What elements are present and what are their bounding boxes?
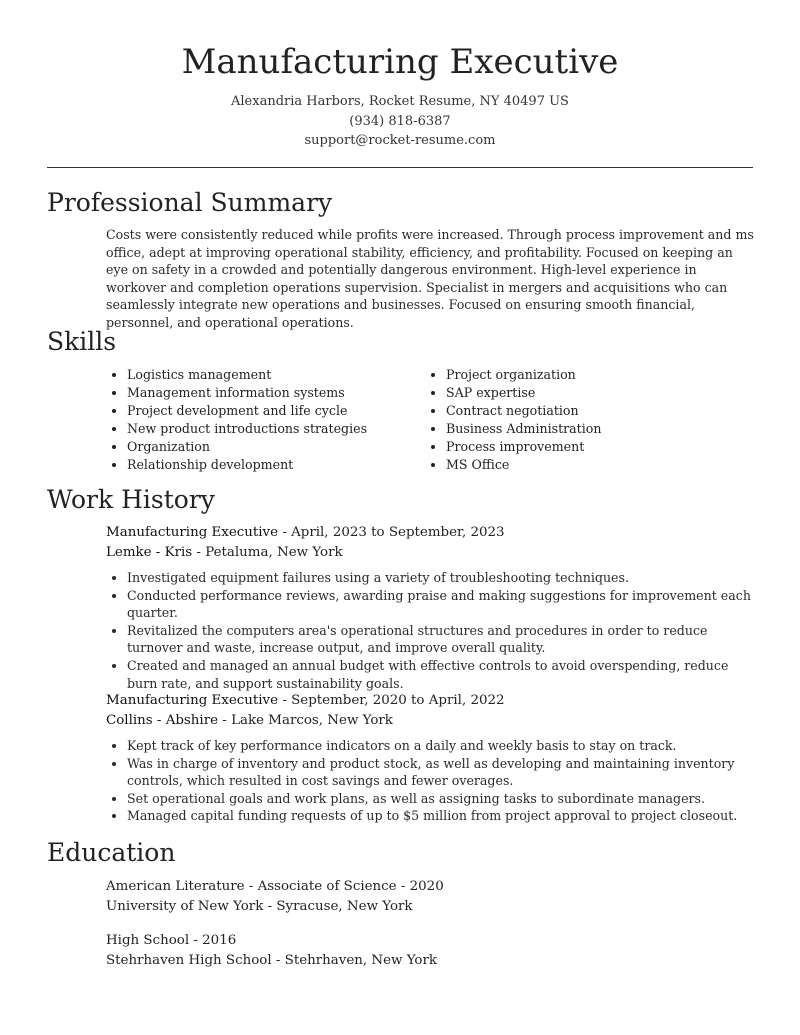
skill-item: • Relationship development (127, 456, 425, 474)
skill-item: • Process improvement (446, 438, 746, 456)
job-dates: - September, 2020 to April, 2022 (278, 693, 505, 708)
skills-list (106, 366, 756, 474)
education-degree-line (106, 931, 756, 951)
skill-item: • SAP expertise (446, 384, 746, 402)
skill-item: • Project organization (446, 366, 746, 384)
job-entry (106, 523, 758, 692)
job-duty: • Was in charge of inventory and product stock, as well as developing and maintaining inventory controls, which resulted in cost savings and fewer overages. (127, 755, 758, 790)
education-school-line (106, 897, 756, 917)
skills-heading: Skills (47, 327, 117, 356)
job-title: Manufacturing Executive (106, 693, 279, 708)
education-entry (106, 877, 756, 916)
skills-column-1 (106, 366, 425, 474)
job-location: - Petaluma, New York (192, 544, 343, 560)
job-duty: • Kept track of key performance indicators on a daily and weekly basis to stay on track. (127, 737, 758, 755)
education-degree: American Literature - Associate of Science (106, 879, 397, 894)
job-company: Collins - Abshire (106, 712, 219, 728)
job-duty: • Created and managed an annual budget with effective controls to avoid overspending, reduce burn rate, and support sustainability goals. (127, 657, 758, 692)
skill-item: • Management information systems (127, 384, 425, 402)
summary-text: Costs were consistently reduced while profits were increased. Through process improvement and ms office, adept at improving operational stability, efficiency, and profitability. Focused on keeping an eye on safety in a crowded and potentially dangerous environment. High-level experience in workover and completion operations supervision. Specialist in mergers and acquisitions who can seamlessly integrate new operations and businesses. Focused on ensuring smooth financial, personnel, and operational operations. (106, 227, 754, 330)
job-entry (106, 691, 758, 825)
work-history-heading: Work History (47, 485, 215, 514)
job-title-line (106, 523, 758, 543)
education-location: - Syracuse, New York (263, 898, 413, 914)
skill-item: • Business Administration (446, 420, 746, 438)
header-divider (47, 167, 753, 168)
job-dates: - April, 2023 to September, 2023 (278, 525, 505, 540)
resume-header (0, 0, 800, 151)
job-title-line (106, 691, 758, 711)
email: support@rocket-resume.com (304, 133, 496, 148)
education-degree: High School (106, 933, 190, 948)
job-duty: • Revitalized the computers area's operational structures and procedures in order to reduce turnover and waste, increase output, and improve overall quality. (127, 622, 758, 657)
job-duty: • Conducted performance reviews, awarding praise and making suggestions for improvement each quarter. (127, 587, 758, 622)
job-duty: • Managed capital funding requests of up to $5 million from project approval to project closeout. (127, 807, 758, 825)
contact-info (0, 92, 800, 151)
job-company: Lemke - Kris (106, 544, 193, 560)
job-duties (106, 569, 758, 692)
skill-item: • MS Office (446, 456, 746, 474)
skill-item: • Organization (127, 438, 425, 456)
education-school-line (106, 951, 756, 971)
job-company-line (106, 543, 758, 563)
skill-item: • Contract negotiation (446, 402, 746, 420)
candidate-name: Manufacturing Executive (181, 42, 619, 82)
job-location: - Lake Marcos, New York (218, 712, 393, 728)
job-duty: • Investigated equipment failures using a variety of troubleshooting techniques. (127, 569, 758, 587)
summary-heading: Professional Summary (47, 188, 333, 217)
address: Alexandria Harbors, Rocket Resume, NY 40497 US (231, 94, 569, 109)
job-duty: • Set operational goals and work plans, as well as assigning tasks to subordinate managers. (127, 790, 758, 808)
education-school: Stehrhaven High School (106, 952, 272, 968)
phone: (934) 818-6387 (349, 113, 451, 129)
job-company-line (106, 711, 758, 731)
education-heading: Education (47, 838, 176, 867)
education-school: University of New York (106, 898, 264, 914)
skill-item: • Logistics management (127, 366, 425, 384)
education-degree-line (106, 877, 756, 897)
education-year: - 2020 (396, 879, 444, 894)
education-year: - 2016 (189, 933, 237, 948)
skills-column-2 (425, 366, 746, 474)
skill-item: • New product introductions strategies (127, 420, 425, 438)
job-title: Manufacturing Executive (106, 525, 279, 540)
education-location: - Stehrhaven, New York (271, 952, 437, 968)
skill-item: • Project development and life cycle (127, 402, 425, 420)
job-duties (106, 737, 758, 825)
education-entry (106, 931, 756, 970)
